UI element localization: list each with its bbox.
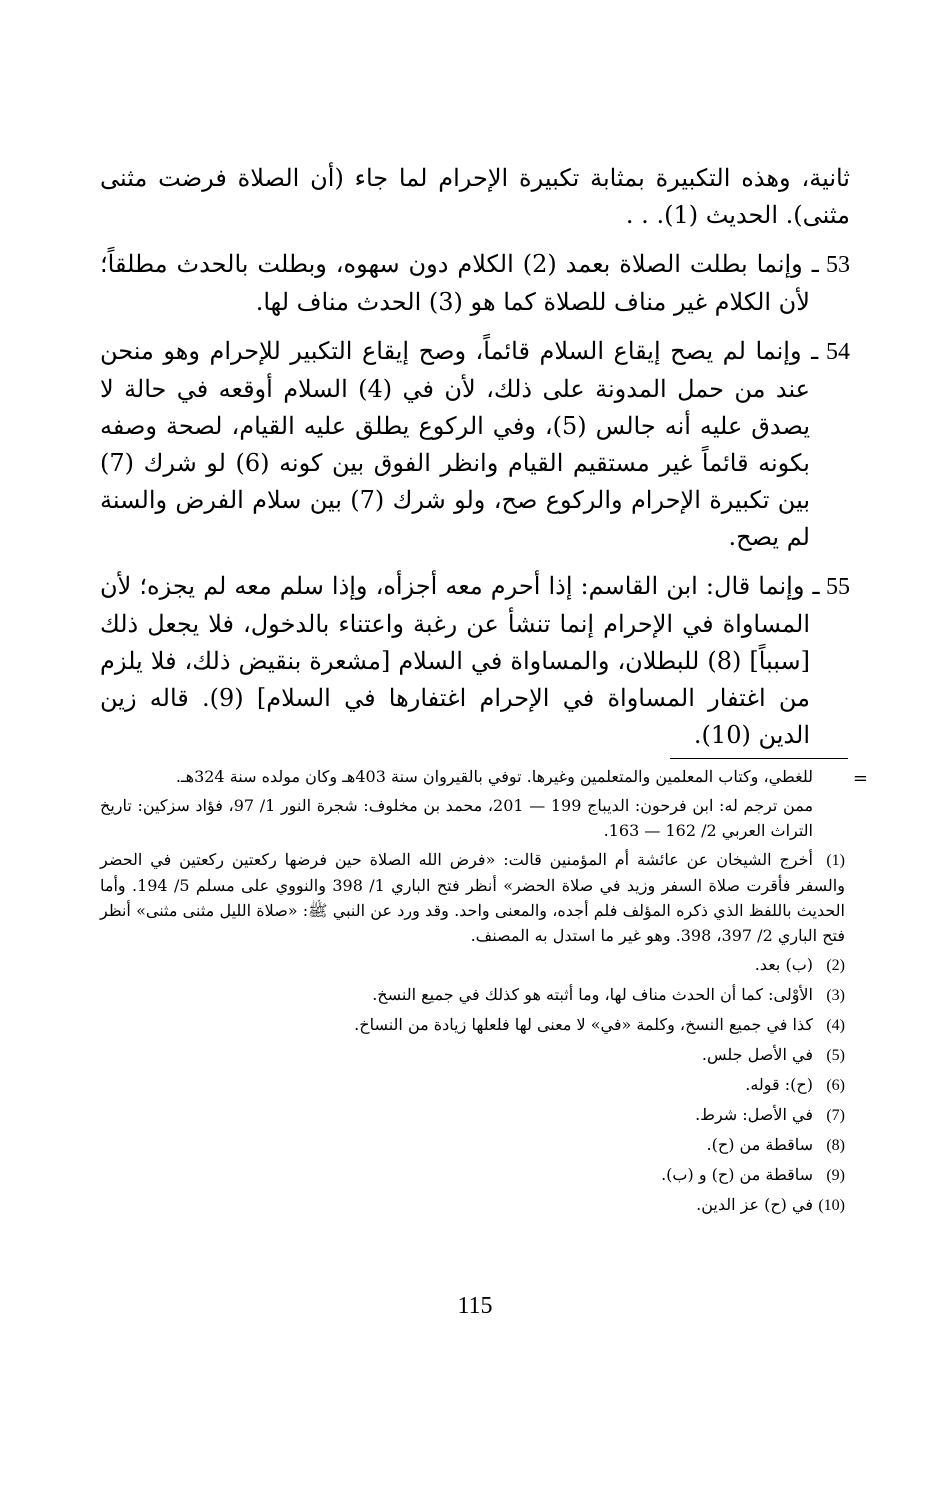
footnote-item xyxy=(100,982,845,1008)
footnote-item xyxy=(100,1102,845,1128)
footnote-text: ساقطة من (ح). xyxy=(706,1135,813,1154)
footnote-number: (9) xyxy=(826,1167,845,1184)
footnote-continuation xyxy=(100,764,868,789)
footnote-number: (2) xyxy=(826,957,845,974)
footnote-number: (5) xyxy=(826,1047,845,1064)
footnote-item xyxy=(100,1162,845,1188)
footnote-text: للغطي، وكتاب المعلمين والمتعلمين وغيرها. توفي بالقيروان سنة 403هـ وكان مولده سنة 324هـ. xyxy=(175,767,813,786)
footnote-number: (1) xyxy=(826,852,845,869)
footnote-number: (10) xyxy=(818,1197,845,1214)
footnote-number: (6) xyxy=(826,1077,845,1094)
footnote-text: في الأصل: شرط. xyxy=(695,1105,813,1124)
footnote-item xyxy=(100,1192,845,1218)
paragraph-number: 55 ـ xyxy=(812,574,850,600)
main-text xyxy=(100,160,850,766)
footnote-number: (7) xyxy=(826,1107,845,1124)
footnote-number: (8) xyxy=(826,1137,845,1154)
footnote-number: (3) xyxy=(826,987,845,1004)
footnote-text: (ح): قوله. xyxy=(745,1075,813,1094)
footnote-text: أخرج الشيخان عن عائشة أم المؤمنين قالت: «فرض الله الصلاة حين فرضها ركعتين ركعتين في الحضر والسفر فأقرت صلاة السفر وزيد في صلاة الحضر» أنظر فتح الباري 1/ 398 والنووي على مسلم 5/ 194. وأما الحديث باللفظ الذي ذكره المؤلف فلم أجده، والمعنى واحد. وقد ورد عن النبي ﷺ: «صلاة الليل مثنى مثنى» أنظر فتح الباري 2/ 397، 398. وهو غير ما استدل به المصنف. xyxy=(100,850,845,945)
paragraph-text: وإنما بطلت الصلاة بعمد (2) الكلام دون سهوه، وبطلت بالحدث مطلقاً؛ لأن الكلام غير مناف للصلاة كما هو (3) الحدث مناف لها. xyxy=(100,250,810,316)
continuation-mark: = xyxy=(852,768,868,789)
footnote-text: الأوْلى: كما أن الحدث مناف لها، وما أثبته هو كذلك في جميع النسخ. xyxy=(372,985,813,1004)
footnote-text: في (ح) عز الدين. xyxy=(696,1195,813,1214)
paragraph-number: 53 ـ xyxy=(811,252,850,278)
footnote-item xyxy=(100,1042,845,1068)
paragraph-continuation: ثانية، وهذه التكبيرة بمثابة تكبيرة الإحرام لما جاء (أن الصلاة فرضت مثنى مثنى). الحديث (1). . . xyxy=(100,164,850,229)
footnote-item xyxy=(100,1132,845,1158)
footnote-separator xyxy=(670,758,848,759)
paragraph-55 xyxy=(100,568,850,754)
footnote-item xyxy=(100,952,845,978)
paragraph-53 xyxy=(100,246,850,321)
footnote-text: ساقطة من (ح) و (ب). xyxy=(661,1165,813,1184)
footnote-item xyxy=(100,1072,845,1098)
footnote-text: كذا في جميع النسخ، وكلمة «في» لا معنى لها فلعلها زيادة من النساخ. xyxy=(354,1015,813,1034)
footnote-text: في الأصل جلس. xyxy=(701,1045,813,1064)
footnote-text: (ب) بعد. xyxy=(754,955,813,974)
footnote-item xyxy=(100,1012,845,1038)
footnote-item xyxy=(100,847,845,948)
footnote-number: (4) xyxy=(826,1017,845,1034)
paragraph-text: وإنما لم يصح إيقاع السلام قائماً، وصح إيقاع التكبير للإحرام وهو منحن عند من حمل المدونة على ذلك، لأن في (4) السلام أوقعه في حالة لا يصدق عليه أنه جالس (5)، وفي الركوع يطلق عليه القيام، لصحة وصفه بكونه قائماً غير مستقيم القيام وانظر الفوق بين كونه (6) لو شرك (7) بين تكبيرة الإحرام والركوع صح، ولو شرك (7) بين سلام الفرض والسنة لم يصح. xyxy=(100,337,811,551)
paragraph-54 xyxy=(100,333,850,556)
footnote-text: ممن ترجم له: ابن فرحون: الديباج 199 — 201، محمد بن مخلوف: شجرة النور 1/ 97، فؤاد سزكين: تاريخ التراث العربي 2/ 162 — 163. xyxy=(100,796,814,840)
paragraph-number: 54 ـ xyxy=(811,339,851,365)
paragraph-text: وإنما قال: ابن القاسم: إذا أحرم معه أجزأه، وإذا سلم معه لم يجزه؛ لأن المساواة في الإحرام إنما تنشأ عن رغبة واعتناء بالدخول، فلا يجعل ذلك [سبباً] (8) للبطلان، والمساواة في السلام [مشعرة بنقيض ذلك، فلا يلزم من اغتفار المساواة في الإحرام اغتفارها في السلام] (9). قاله زين الدين (10). xyxy=(100,572,811,749)
footnotes xyxy=(100,764,868,1222)
page-number: 115 xyxy=(457,1293,493,1319)
footnote-continuation xyxy=(100,793,845,843)
